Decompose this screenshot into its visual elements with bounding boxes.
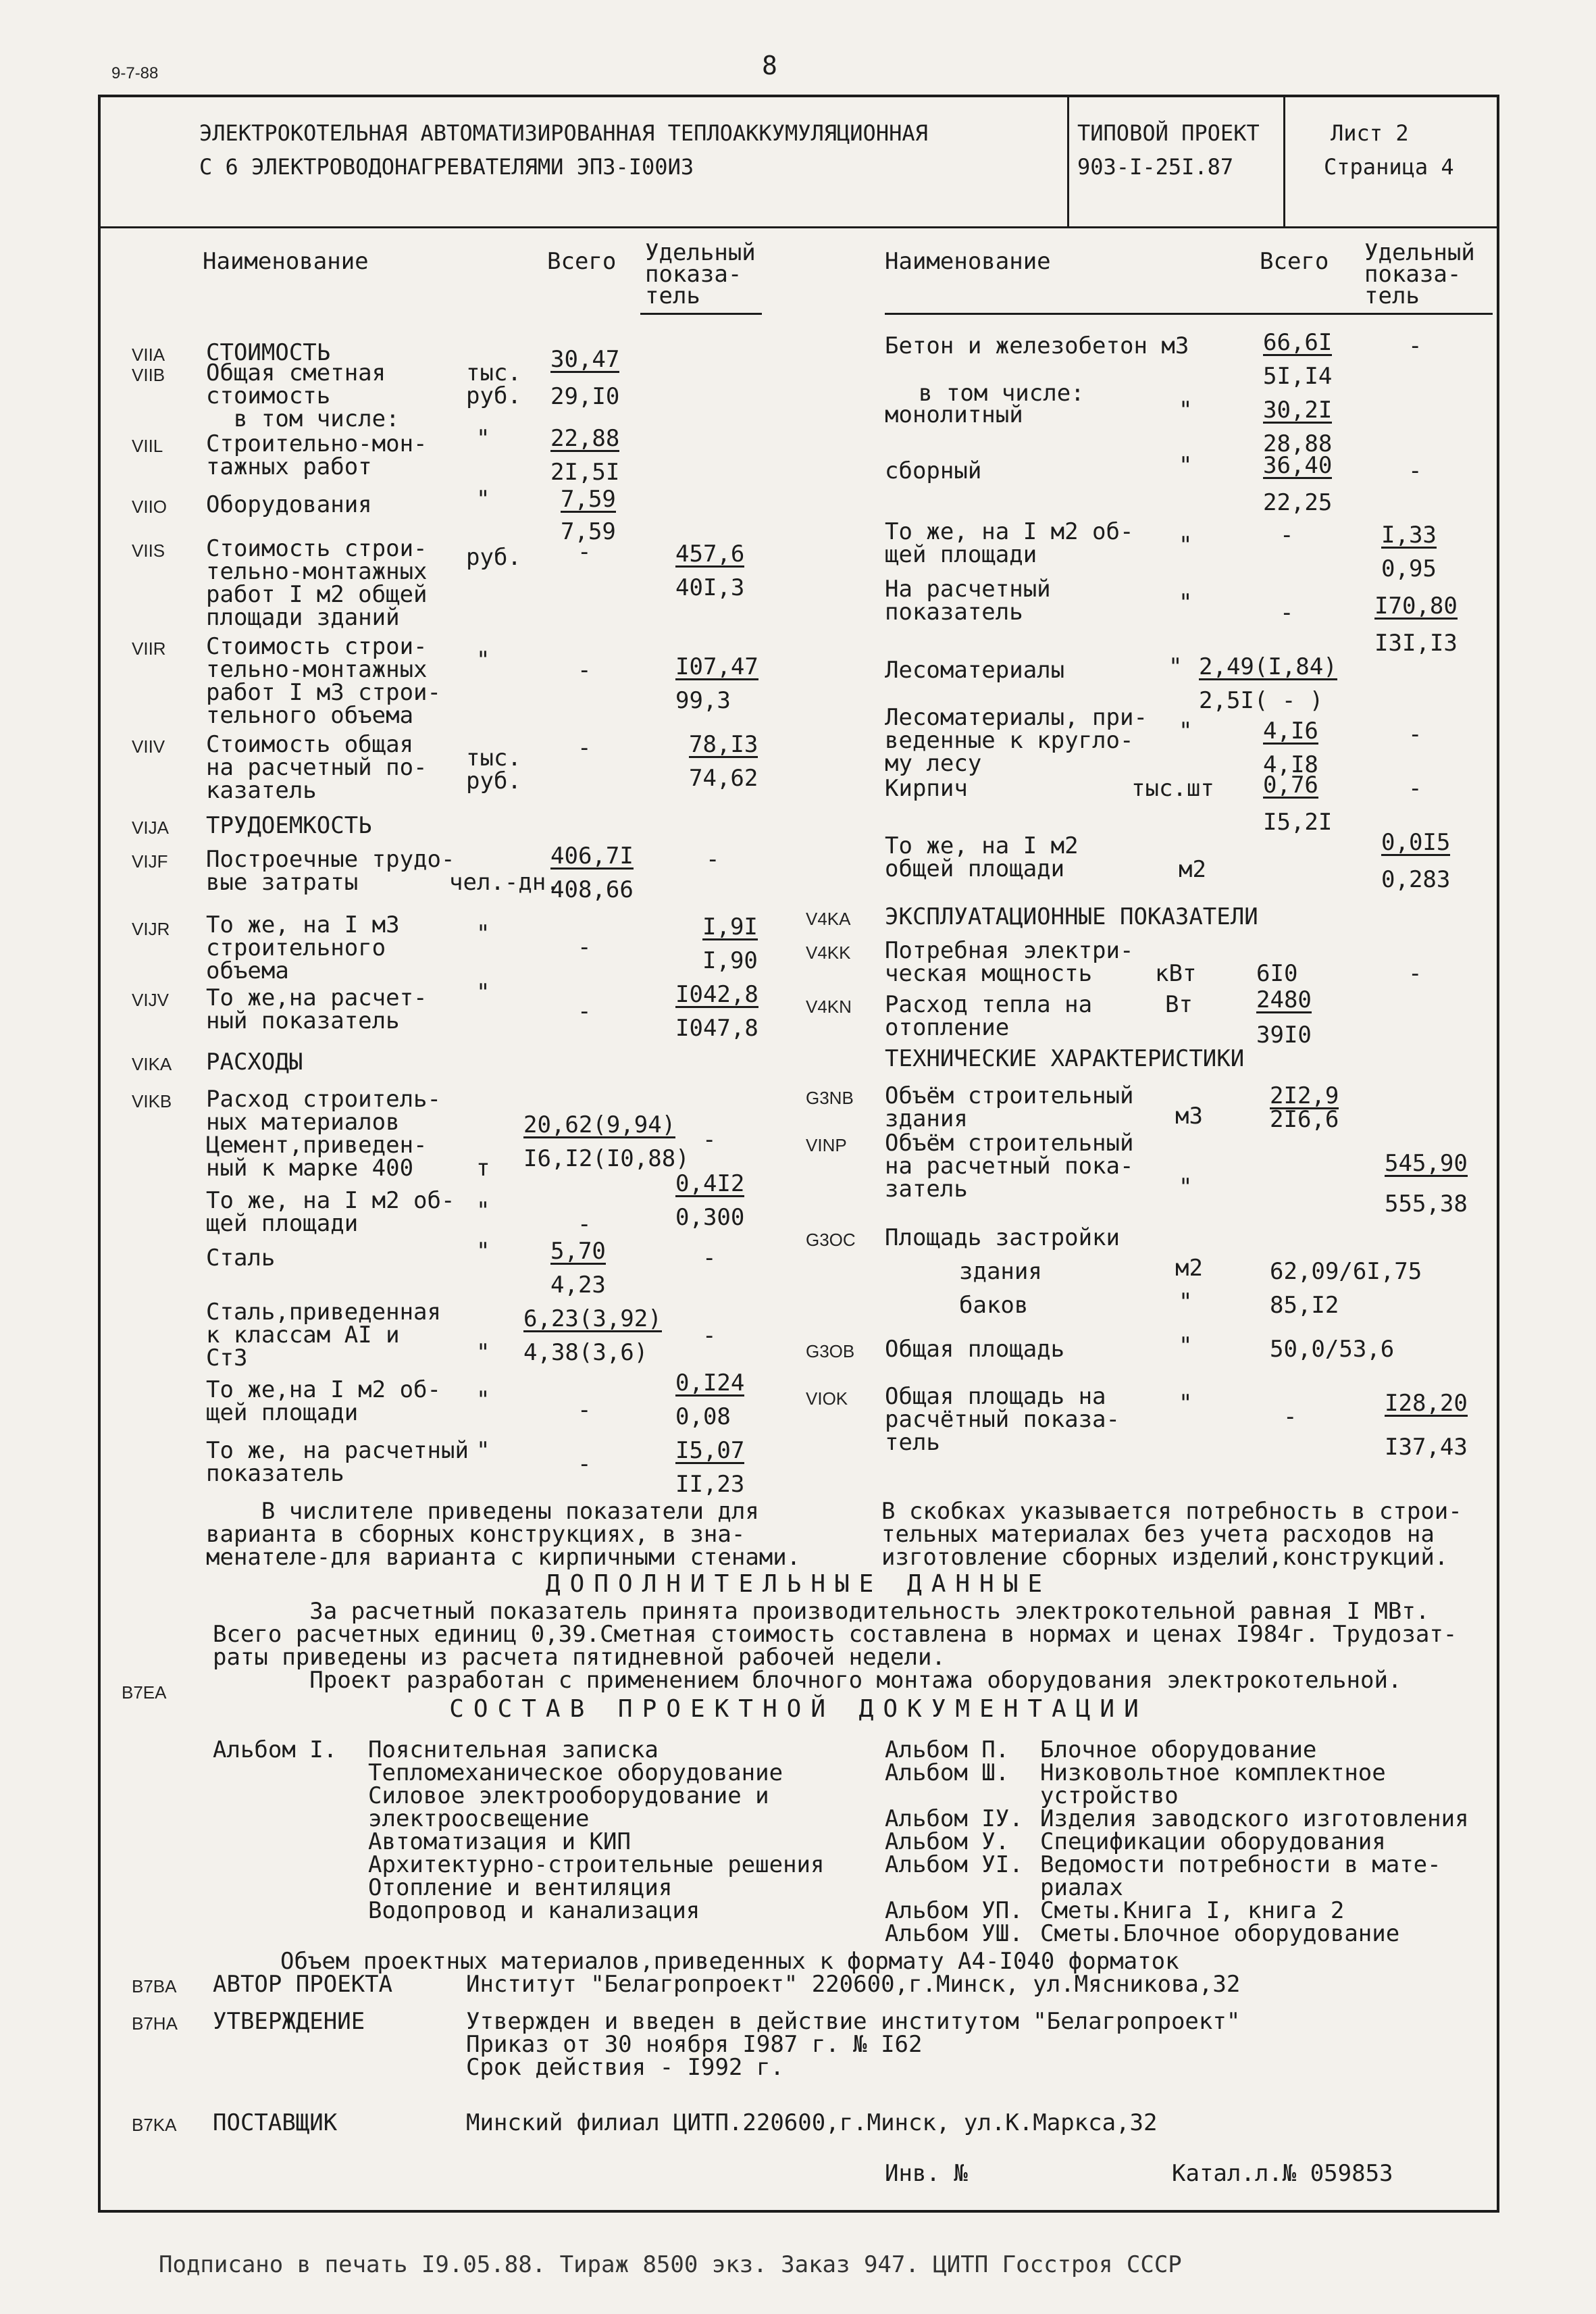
title-line-1: ЭЛЕКТРОКОТЕЛЬНАЯ АВТОМАТИЗИРОВАННАЯ ТЕПЛОАККУМУЛЯЦИОННАЯ	[199, 120, 928, 146]
code-label: V4KK	[806, 942, 851, 963]
unit: "	[476, 979, 490, 1006]
value-total: 62,09/6I,75	[1270, 1258, 1422, 1285]
value-specific: 0,I24	[675, 1369, 745, 1397]
value-total-2: 4,23	[550, 1272, 606, 1299]
value-specific: I5,07	[675, 1437, 745, 1464]
value-specific: I,33	[1381, 522, 1437, 549]
list-item: Автоматизация и КИП	[368, 1828, 631, 1855]
unit: "	[1179, 1174, 1193, 1201]
project-label: ТИПОВОЙ ПРОЕКТ	[1077, 120, 1260, 146]
row-area-calc: Общая площадь на расчётный показа- тель	[885, 1383, 1120, 1456]
value-specific-2: 0,08	[675, 1403, 731, 1430]
value-specific: 0,0I5	[1381, 829, 1451, 856]
value-total: -	[1283, 1403, 1297, 1430]
value-specific: -	[1408, 960, 1422, 987]
value-specific: I07,47	[675, 653, 758, 680]
row-materials: Расход строитель- ных материалов Цемент,приведен- ный к марке 400	[206, 1086, 441, 1182]
value-total-2: 2I6,6	[1270, 1106, 1339, 1133]
section-consumption: РАСХОДЫ	[206, 1049, 303, 1076]
value-total: 4,I6	[1263, 718, 1318, 745]
value-total: 6,23(3,92)	[523, 1305, 662, 1332]
row-steel-class: Сталь,приведенная к классам АI и Ст3	[206, 1299, 441, 1372]
note-right: В скобках указывается потребность в строи- тельных материалах без учета расходов на изготовление сборных изделий,конструкций.	[881, 1498, 1462, 1571]
unit: "	[1179, 452, 1193, 479]
approval-label: УТВЕРЖДЕНИЕ	[213, 2008, 365, 2035]
note-left: В числителе приведены показатели для варианта в сборных конструкциях, в зна- менателе-для варианта с кирпичными стенами.	[206, 1498, 801, 1571]
value-total-2: 22,25	[1263, 489, 1333, 516]
value-total-2: 5I,I4	[1263, 363, 1333, 390]
author-text: Институт "Белагропроект" 220600,г.Минск, ул.Мясникова,32	[466, 1971, 1241, 1998]
list-item: электроосвещение	[368, 1805, 590, 1832]
code-label: B7EA	[122, 1682, 167, 1703]
list-item: Силовое электрооборудование и	[368, 1782, 769, 1809]
value-total: 6I0	[1256, 960, 1298, 987]
value-specific: I28,20	[1385, 1390, 1468, 1417]
value-total: 30,47	[550, 346, 620, 373]
value-specific-2: 0,300	[675, 1204, 745, 1231]
approval-text: Утвержден и введен в действие институтом "Белагропроект" Приказ от 30 ноября I987 г. № I62 Срок действия - I992 г.	[466, 2008, 1241, 2081]
list-item: Тепломеханическое оборудование	[368, 1759, 783, 1786]
value-specific: I042,8	[675, 981, 758, 1008]
value-total: -	[577, 934, 592, 961]
header-underline-right	[885, 313, 1493, 315]
list-item: Альбом УШ.	[885, 1920, 1023, 1947]
code-label: VIIR	[132, 638, 166, 659]
list-item: Блочное оборудование	[1040, 1736, 1317, 1763]
section-operational: ЭКСПЛУАТАЦИОННЫЕ ПОКАЗАТЕЛИ	[885, 903, 1258, 930]
header-underline-left	[640, 313, 762, 315]
value-total-2: I5,2I	[1263, 809, 1333, 836]
value-total: -	[577, 734, 592, 761]
list-item: Альбом УП.	[885, 1897, 1023, 1924]
unit: "	[1179, 532, 1193, 559]
header-total-right: Всего	[1260, 248, 1329, 275]
unit: "	[476, 1437, 490, 1464]
list-item: Сметы.Блочное оборудование	[1040, 1920, 1400, 1947]
supplier-text: Минский филиал ЦИТП.220600,г.Минск, ул.К.Маркса,32	[466, 2109, 1158, 2136]
row-cement-m2: То же, на I м2 об- щей площади	[206, 1187, 455, 1237]
value-specific: 78,I3	[689, 731, 758, 758]
list-item	[885, 1876, 1023, 1899]
project-number: 903-I-25I.87	[1077, 154, 1234, 180]
row-cost-m2: Стоимость строи- тельно-монтажных работ I м2 общей площади зданий	[206, 535, 428, 631]
value-total-2: 4,I8	[1263, 751, 1318, 778]
unit: тыс. руб.	[466, 359, 521, 409]
list-item: Альбом Ш.	[885, 1759, 1010, 1786]
value-total: 5,70	[550, 1238, 606, 1265]
list-item: Отопление и вентиляция	[368, 1874, 673, 1901]
row-steel-calc: То же, на расчетный показатель	[206, 1437, 469, 1487]
row-heat: Расход тепла на отопление	[885, 991, 1093, 1041]
header-specific-right: Удельный показа- тель	[1364, 239, 1475, 309]
value-total-2: 29,I0	[550, 383, 620, 410]
list-item: устройство	[1040, 1782, 1179, 1809]
value-total: -	[577, 1397, 592, 1424]
row-labor-calc: То же,на расчет- ный показатель	[206, 984, 428, 1034]
row-incl: в том числе:	[919, 380, 1085, 407]
catalog-number: Катал.л.№ 059853	[1172, 2160, 1393, 2187]
value-specific: I,9I	[702, 913, 758, 940]
value-total-2: 4,38(3,6)	[523, 1339, 648, 1366]
list-item: Альбом УI.	[885, 1851, 1023, 1878]
value-total: -	[577, 538, 592, 565]
list-item: Ведомости потребности в мате-	[1040, 1851, 1441, 1878]
code-label: B7HA	[132, 2013, 178, 2034]
value-specific-2: I047,8	[675, 1015, 758, 1042]
code-label: VIIA	[132, 345, 165, 365]
code-label: B7KA	[132, 2115, 177, 2135]
unit: "	[476, 1197, 490, 1224]
code-label: G3NB	[806, 1088, 854, 1108]
row-labor: Построечные трудо- вые затраты	[206, 846, 455, 896]
value-total: 30,2I	[1263, 397, 1333, 424]
list-item	[885, 1784, 1023, 1807]
section-technical: ТЕХНИЧЕСКИЕ ХАРАКТЕРИСТИКИ	[885, 1045, 1245, 1072]
value-specific-2: 0,95	[1381, 555, 1437, 582]
value-specific-2: I37,43	[1385, 1434, 1468, 1461]
album-right-items	[1040, 1738, 1469, 1945]
documentation-title: СОСТАВ ПРОЕКТНОЙ ДОКУМЕНТАЦИИ	[449, 1695, 1148, 1723]
list-item: риалах	[1040, 1874, 1123, 1901]
value-specific: -	[706, 846, 720, 873]
author-label: АВТОР ПРОЕКТА	[213, 1971, 393, 1998]
row-volume: Объём строительный здания	[885, 1082, 1134, 1132]
unit: "	[476, 647, 490, 674]
list-item: Спецификации оборудования	[1040, 1828, 1386, 1855]
row-concrete-m2: То же, на I м2 об- щей площади	[885, 518, 1134, 568]
row-concrete: Бетон и железобетон м3	[885, 332, 1189, 359]
header-total-left: Всего	[547, 248, 617, 275]
inventory-label: Инв. №	[885, 2160, 968, 2187]
row-steel: Сталь	[206, 1244, 276, 1272]
code-label: V4KN	[806, 997, 852, 1017]
value-specific: -	[702, 1244, 717, 1272]
value-specific-2: 40I,3	[675, 574, 745, 601]
value-total: 66,6I	[1263, 329, 1333, 356]
section-labor: ТРУДОЕМКОСТЬ	[206, 812, 372, 839]
value-total: -	[1280, 599, 1294, 626]
unit: "	[1179, 397, 1193, 424]
row-monolithic: монолитный	[885, 401, 1023, 428]
list-item: Альбом У.	[885, 1828, 1010, 1855]
value-specific: -	[702, 1126, 717, 1153]
code-label: VIKB	[132, 1091, 172, 1111]
code-label: VIOK	[806, 1388, 848, 1409]
unit: кВт	[1155, 960, 1197, 987]
value-specific-2: I3I,I3	[1374, 630, 1458, 657]
code-label: V4KA	[806, 909, 851, 929]
unit: "	[1179, 1390, 1193, 1417]
value-specific-2: 555,38	[1385, 1190, 1468, 1217]
row-cost-calc: Стоимость общая на расчетный по- казатель	[206, 731, 428, 804]
list-item: Альбом П.	[885, 1736, 1010, 1763]
list-item: Низковольтное комплектное	[1040, 1759, 1386, 1786]
value-total: 36,40	[1263, 452, 1333, 479]
value-total-2: 2I,5I	[550, 459, 620, 486]
row-building: здания	[959, 1258, 1042, 1285]
volume-note: Объем проектных материалов,приведенных к формату А4-I040 форматок	[280, 1948, 1179, 1975]
value-specific: I70,80	[1374, 593, 1458, 620]
code-label: VIIB	[132, 365, 165, 385]
row-brick: Кирпич	[885, 775, 968, 802]
unit: "	[476, 1238, 490, 1265]
code-label: VIIL	[132, 436, 163, 456]
unit: "	[1179, 1288, 1193, 1315]
unit: "	[476, 425, 490, 452]
value-total: 0,76	[1263, 772, 1318, 799]
code-label: VIJA	[132, 818, 169, 838]
value-specific: 545,90	[1385, 1150, 1468, 1177]
list-item: Пояснительная записка	[368, 1736, 659, 1763]
title-vline-1	[1067, 95, 1069, 226]
unit: "	[476, 920, 490, 947]
list-item: Альбом IУ.	[885, 1805, 1023, 1832]
value-total: 2I2,9	[1270, 1082, 1339, 1109]
row-volume-calc: Объём строительный на расчетный пока- затель	[885, 1130, 1134, 1203]
unit: руб.	[466, 544, 521, 571]
value-total: -	[577, 1211, 592, 1238]
list-item: Изделия заводского изготовления	[1040, 1805, 1469, 1832]
page-number: 8	[762, 51, 777, 80]
row-construction: Строительно-мон- тажных работ	[206, 430, 428, 480]
value-specific: -	[1408, 457, 1422, 484]
code-label: VINP	[806, 1135, 847, 1155]
value-total-2: I6,I2(I0,88)	[523, 1145, 690, 1172]
row-steel-m2: То же,на I м2 об- щей площади	[206, 1376, 441, 1426]
value-total: 20,62(9,94)	[523, 1111, 676, 1138]
row-total-cost: Общая сметная стоимость в том числе:	[206, 359, 400, 432]
value-total: 85,I2	[1270, 1292, 1339, 1319]
unit: м2	[1175, 1255, 1203, 1282]
value-total: 2480	[1256, 986, 1312, 1013]
value-specific-2: I,90	[702, 947, 758, 974]
additional-data-title: ДОПОЛНИТЕЛЬНЫЕ ДАННЫЕ	[545, 1570, 1052, 1598]
row-timber-round: Лесоматериалы, при- веденные к кругло- му лесу	[885, 704, 1148, 777]
code-label: G3OC	[806, 1230, 856, 1250]
value-total-2: 2,5I( - )	[1199, 687, 1324, 714]
code-label: VIJF	[132, 851, 168, 872]
row-labor-m3: То же, на I м3 строительного объема	[206, 911, 400, 984]
value-total: 406,7I	[550, 842, 634, 870]
row-equipment: Оборудования	[206, 491, 372, 518]
code-label: VIIS	[132, 540, 165, 561]
unit: "	[476, 486, 490, 513]
code-label: VIIO	[132, 497, 168, 517]
list-item: Сметы.Книга I, книга 2	[1040, 1897, 1345, 1924]
section-cost: СТОИМОСТЬ	[206, 339, 331, 366]
value-total: 2,49(I,84)	[1199, 653, 1337, 680]
header-name-left: Наименование	[203, 248, 369, 275]
value-specific-2: 0,283	[1381, 866, 1451, 893]
title-divider	[98, 226, 1499, 228]
list-item: Архитектурно-строительные решения	[368, 1851, 825, 1878]
value-specific-2: 99,3	[675, 687, 731, 714]
value-total: -	[577, 1451, 592, 1478]
value-specific: -	[1408, 332, 1422, 359]
unit: "	[476, 1386, 490, 1413]
sheet-number: Лист 2	[1331, 120, 1409, 146]
value-total: -	[577, 998, 592, 1025]
code-label: VIJV	[132, 990, 169, 1010]
list-item: Водопровод и канализация	[368, 1897, 700, 1924]
row-concrete-calc: На расчетный показатель	[885, 576, 1051, 626]
unit: тыс.шт	[1131, 775, 1214, 802]
value-total-2: 7,59	[561, 518, 616, 545]
header-name-right: Наименование	[885, 248, 1051, 275]
row-power: Потребная электри- ческая мощность	[885, 937, 1134, 987]
value-total-2: 28,88	[1263, 430, 1333, 457]
row-total-area: Общая площадь	[885, 1336, 1065, 1363]
row-timber: Лесоматериалы	[885, 657, 1065, 684]
unit: "	[1168, 653, 1183, 680]
value-total-2: 39I0	[1256, 1022, 1312, 1049]
doc-code: 9-7-88	[111, 64, 159, 82]
value-specific: 457,6	[675, 540, 745, 568]
unit: м2	[1179, 856, 1206, 883]
value-specific-2: II,23	[675, 1471, 745, 1498]
row-precast: сборный	[885, 457, 982, 484]
supplier-label: ПОСТАВЩИК	[213, 2109, 338, 2136]
print-info: Подписано в печать I9.05.88. Тираж 8500 экз. Заказ 947. ЦИТП Госстроя СССР	[159, 2251, 1182, 2278]
page-label: Страница 4	[1324, 154, 1454, 180]
album-1-items	[368, 1738, 825, 1922]
unit: Вт	[1165, 991, 1193, 1018]
row-cost-m3: Стоимость строи- тельно-монтажных работ I м3 строи- тельного объема	[206, 633, 441, 729]
unit: "	[1179, 718, 1193, 745]
code-label: G3OB	[806, 1341, 855, 1361]
album-1-label: Альбом I.	[213, 1736, 338, 1763]
unit: т	[476, 1155, 490, 1182]
code-label: VIKA	[132, 1054, 172, 1074]
code-label: VIIV	[132, 736, 165, 757]
value-total: 50,0/53,6	[1270, 1336, 1395, 1363]
value-specific: -	[702, 1322, 717, 1349]
value-specific: 0,4I2	[675, 1170, 745, 1197]
code-label: VIJR	[132, 919, 170, 939]
value-specific-2: 74,62	[689, 765, 758, 792]
row-brick-m2: То же, на I м2 общей площади	[885, 832, 1079, 882]
album-right-labels	[885, 1738, 1023, 1945]
unit: "	[476, 1339, 490, 1366]
row-built-area: Площадь застройки	[885, 1224, 1120, 1251]
title-vline-2	[1283, 95, 1285, 226]
unit: тыс. руб.	[466, 745, 521, 795]
header-specific-left: Удельный показа- тель	[645, 239, 756, 309]
value-total: 22,88	[550, 425, 620, 452]
row-tanks: баков	[959, 1292, 1029, 1319]
value-total: 7,59	[561, 486, 616, 513]
unit: "	[1179, 589, 1193, 616]
code-label: B7BA	[132, 1976, 177, 1996]
value-specific: -	[1408, 721, 1422, 748]
unit: м3	[1175, 1103, 1203, 1130]
unit: чел.-дн.	[449, 869, 560, 896]
value-total: -	[577, 657, 592, 684]
value-total: -	[1280, 522, 1294, 549]
value-total-2: 408,66	[550, 876, 634, 903]
value-specific: -	[1408, 775, 1422, 802]
unit: "	[1179, 1332, 1193, 1359]
title-line-2: С 6 ЭЛЕКТРОВОДОНАГРЕВАТЕЛЯМИ ЭПЗ-I00И3	[199, 154, 694, 180]
additional-data-text: За расчетный показатель принята производительность электрокотельной равная I МВт. Всего расчетных единиц 0,39.Сметная стоимость составлена в нормах и ценах I984г. Трудозат- раты приведены из расчета пятидневной рабочей недели. Проект разработан с применением блочного монтажа оборудования электрокотельной.	[213, 1598, 1458, 1694]
